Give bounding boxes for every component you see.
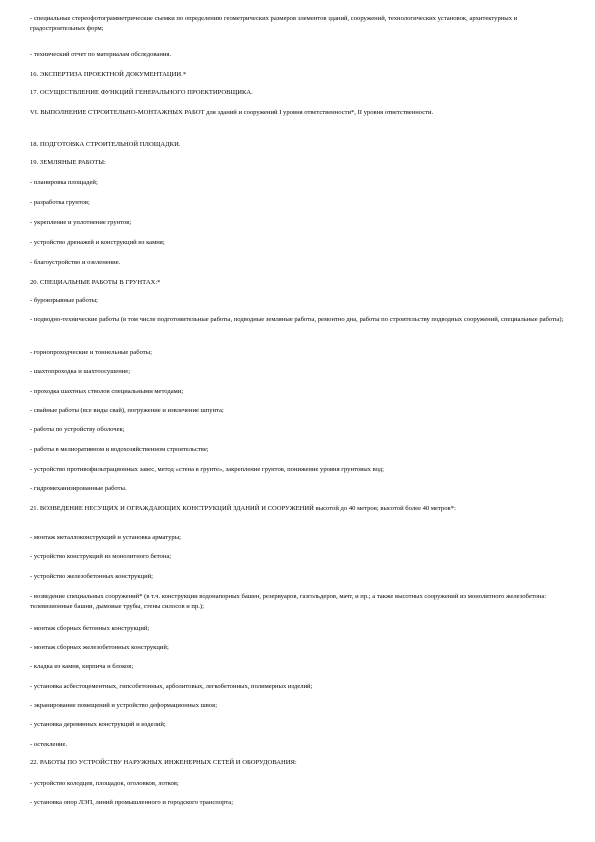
list-item: - устройство конструкций из монолитного бетона; [30, 553, 172, 560]
list-item: - установка деревянных конструкций и изделий; [30, 721, 166, 728]
section-heading-17: 17. ОСУЩЕСТВЛЕНИЕ ФУНКЦИЙ ГЕНЕРАЛЬНОГО ПРОЕКТИРОВЩИКА. [30, 89, 253, 96]
section-heading-16: 16. ЭКСПЕРТИЗА ПРОЕКТНОЙ ДОКУМЕНТАЦИИ.* [30, 71, 187, 78]
list-item: - возведение специальных сооружений* (в т.ч. конструкции водонапорных башен, резервуаров, газгольдеров, мачт, и пр.; а также высотных сооружений из монолитного железобетона: телевизионные башни, дымовые трубы, стены силосов и пр.); [30, 593, 547, 610]
list-item: - экранирование помещений и устройство деформационных швов; [30, 702, 218, 709]
list-item: - установка асбестоцементных, гипсобетонных, арболитовых, легкобетонных, полимерных изделий; [30, 683, 313, 690]
list-item: - разработка грунтов; [30, 199, 90, 206]
list-item: - устройство колодцев, площадок, оголовков, лотков; [30, 780, 179, 787]
list-item: - остекление. [30, 741, 68, 748]
list-item: - монтаж металлоконструкций и установка арматуры; [30, 534, 181, 541]
section-heading-22: 22. РАБОТЫ ПО УСТРОЙСТВУ НАРУЖНЫХ ИНЖЕНЕРНЫХ СЕТЕЙ И ОБОРУДОВАНИЯ: [30, 759, 297, 766]
list-item-stereophotogrammetry: - специальные стереофотограмметрические съемки по определению геометрических размеров элементов зданий, сооружений, технологических установок, архитектурных и градостроительных форм; [30, 15, 518, 32]
list-item: - подводно-технические работы (в том числе подготовительные работы, подводные земляные работы, ремонтно дна, работы по строительству подводных сооружений, специальные работы); [30, 316, 564, 323]
list-item: - устройство дренажей и конструкций из камня; [30, 239, 165, 246]
list-item: - планировка площадей; [30, 179, 98, 186]
list-item: - устройство противофильтрационных завес, метод «стена в грунте», закрепление грунтов, понижение уровня грунтовых вод; [30, 466, 384, 473]
list-item: - гидромеханизированные работы. [30, 485, 127, 492]
list-item: - работы по устройству оболочек; [30, 426, 125, 433]
list-item-technical-report: - технический отчет по материалам обследования. [30, 51, 172, 58]
list-item: - укрепление и уплотнение грунтов; [30, 219, 132, 226]
section-heading-19: 19. ЗЕМЛЯНЫЕ РАБОТЫ: [30, 159, 106, 166]
list-item: - монтаж сборных железобетонных конструкций; [30, 644, 169, 651]
list-item: - проходка шахтных стволов специальными методами; [30, 388, 184, 395]
section-heading-20: 20. СПЕЦИАЛЬНЫЕ РАБОТЫ В ГРУНТАХ:* [30, 279, 161, 286]
list-item: - установка опор ЛЭП, линий промышленного и городского транспорта; [30, 799, 234, 806]
list-item: - свайные работы (все виды свай), погружение и извлечение шпунта; [30, 407, 224, 414]
list-item: - кладка из камня, кирпича и блоков; [30, 663, 134, 670]
list-item: - монтаж сборных бетонных конструкций; [30, 625, 150, 632]
section-heading-21: 21. ВОЗВЕДЕНИЕ НЕСУЩИХ И ОГРАЖДАЮЩИХ КОНСТРУКЦИЙ ЗДАНИЙ И СООРУЖЕНИЙ высотой до 40 метров; высотой более 40 метров*: [30, 505, 456, 512]
list-item: - буровзрывные работы; [30, 297, 98, 304]
list-item: - шахтопроходка и шахтоосушение; [30, 368, 131, 375]
list-item: - работы в мелиоративном и водохозяйственном строительстве; [30, 446, 209, 453]
list-item: - горнопроходческие и тоннельные работы; [30, 349, 152, 356]
section-heading-vi: VI. ВЫПОЛНЕНИЕ СТРОИТЕЛЬНО-МОНТАЖНЫХ РАБОТ для зданий и сооружений I уровня ответственности*, II уровня ответственности. [30, 109, 434, 116]
list-item: - устройство железобетонных конструкций; [30, 573, 153, 580]
section-heading-18: 18. ПОДГОТОВКА СТРОИТЕЛЬНОЙ ПЛОЩАДКИ. [30, 141, 181, 148]
list-item: - благоустройство и озеленение. [30, 259, 121, 266]
